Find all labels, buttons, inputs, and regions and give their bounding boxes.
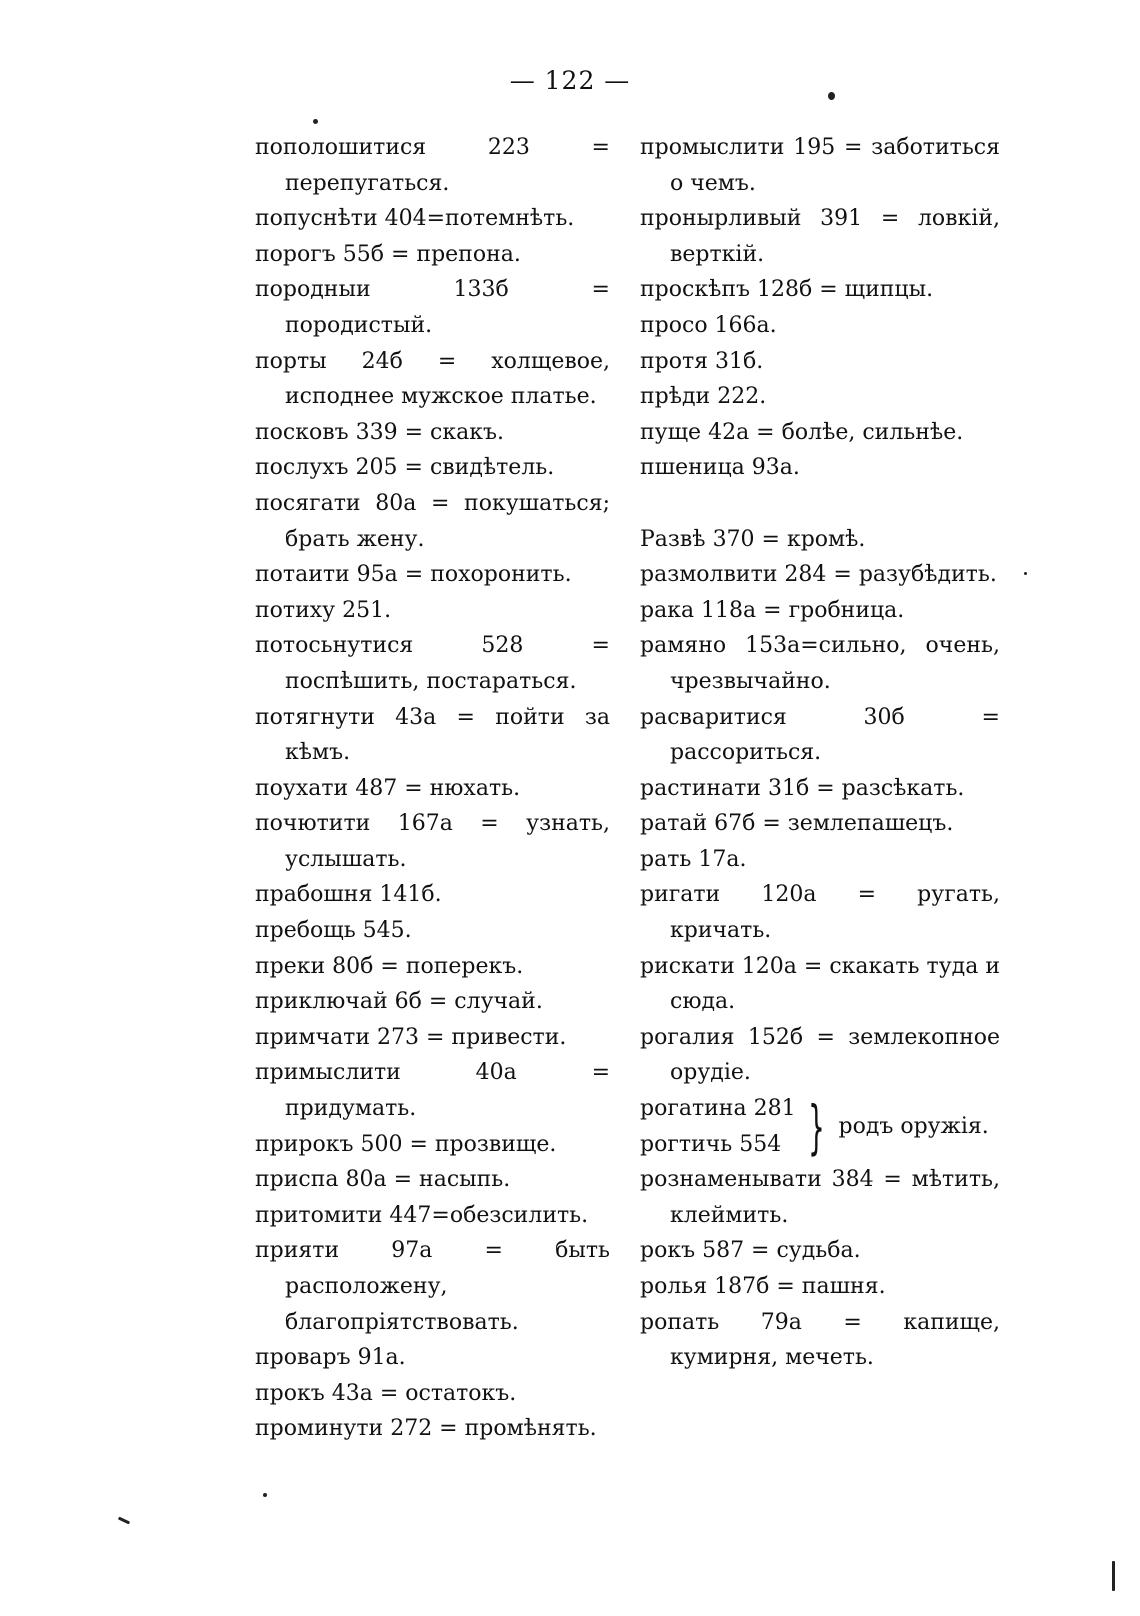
dictionary-entry: протя 31б.: [640, 348, 764, 374]
dictionary-entry: пуще 42а = болѣе, сильнѣе.: [640, 419, 964, 445]
dictionary-entry: пшеница 93а.: [640, 455, 800, 481]
scan-speck: [1024, 572, 1027, 575]
dictionary-entry: промыслити 195 = заботиться о чемъ.: [640, 135, 1000, 196]
dictionary-entry: потягнути 43а = пойти за кѣмъ.: [255, 704, 610, 766]
dictionary-entry: проминути 272 = промѣнять.: [255, 1416, 597, 1442]
dictionary-entry: посягати 80а = покушаться; брать жену.: [255, 490, 610, 552]
scan-speck: [263, 1493, 267, 1497]
left-column: [255, 130, 610, 1447]
dictionary-entry: растинати 31б = разсѣкать.: [640, 775, 965, 801]
dictionary-entry: рискати 120а = скакать туда и сюда.: [640, 953, 1000, 1015]
dictionary-entry: приключай 6б = случай.: [255, 989, 543, 1015]
dictionary-entry: приспа 80а = насыпь.: [255, 1167, 511, 1193]
dictionary-entry: примчати 273 = привести.: [255, 1024, 567, 1050]
dictionary-entry: ригати 120а = ругать, кричать.: [640, 882, 1000, 944]
dictionary-entry: ропать 79а = капище, кумирня, мечеть.: [640, 1309, 1000, 1371]
bracketed-headword: рогатина 281: [640, 1096, 796, 1122]
dictionary-entry: посковъ 339 = скакъ.: [255, 419, 504, 445]
dictionary-entry: ролья 187б = пашня.: [640, 1274, 886, 1299]
dictionary-entry: прирокъ 500 = прозвище.: [255, 1131, 557, 1157]
dictionary-entry: потиху 251.: [255, 597, 392, 623]
dictionary-entry: порогъ 55б = препона.: [255, 241, 521, 267]
dictionary-entry: просо 166а.: [640, 312, 777, 338]
scan-speck: [313, 119, 318, 124]
dictionary-entry: прабошня 141б.: [255, 882, 442, 908]
dictionary-entry: породныи 133б = породистый.: [255, 277, 610, 338]
dictionary-entry: прокъ 43а = остатокъ.: [255, 1380, 517, 1406]
dictionary-entry: примыслити 40а = придумать.: [255, 1060, 610, 1122]
dictionary-entry: расваритися 30б = рассориться.: [640, 704, 1000, 766]
curly-brace-icon: }: [807, 1092, 825, 1161]
bracketed-definition: родъ оружія.: [838, 1113, 989, 1139]
scan-speck: [828, 92, 835, 100]
dictionary-entry: притомити 447=обезсилить.: [255, 1202, 589, 1228]
dictionary-entry: размолвити 284 = разубѣдить.: [640, 562, 997, 588]
dictionary-entry: попуснѣти 404=потемнѣть.: [255, 206, 575, 232]
dictionary-entry: почютити 167а = узнать, услышать.: [255, 811, 610, 872]
dictionary-entry: поухати 487 = нюхать.: [255, 775, 521, 801]
dictionary-entry: потосьнутися 528 = поспѣшить, постараться.: [255, 633, 610, 694]
scan-speck: [118, 1517, 130, 1525]
dictionary-entry: преки 80б = поперекъ.: [255, 953, 524, 979]
dictionary-entry: рокъ 587 = судьба.: [640, 1238, 861, 1264]
dictionary-entry: проваръ 91а.: [255, 1345, 406, 1371]
dictionary-entry: порты 24б = холщевое, исподнее мужское платье.: [255, 348, 610, 410]
dictionary-entry: проскѣпъ 128б = щипцы.: [640, 277, 934, 303]
dictionary-entry: пополошитися 223 = перепугаться.: [255, 135, 610, 196]
page-number: — 122 —: [509, 66, 631, 95]
dictionary-entry: рамяно 153а=сильно, очень, чрезвычайно.: [640, 633, 1000, 694]
dictionary-entry: прияти 97а = быть расположену, благопріятствовать.: [255, 1238, 610, 1335]
bracketed-headword: рогтичь 554: [640, 1131, 782, 1157]
dictionary-entry: рознаменывати 384 = мѣтить, клеймить.: [640, 1167, 1000, 1228]
dictionary-entry: рать 17а.: [640, 846, 747, 872]
right-column: [640, 130, 1000, 1376]
bracketed-headwords: [640, 1091, 796, 1162]
bracketed-entry: [640, 1091, 1000, 1162]
dictionary-entry: послухъ 205 = свидѣтель.: [255, 455, 555, 481]
dictionary-entry: рака 118а = гробница.: [640, 597, 905, 623]
dictionary-entry: пребощь 545.: [255, 918, 412, 944]
dictionary-entry: потаити 95а = похоронить.: [255, 562, 572, 588]
dictionary-entry: ратай 67б = землепашецъ.: [640, 811, 954, 837]
dictionary-entry: Развѣ 370 = кромѣ.: [640, 526, 866, 552]
dictionary-entry: рогалия 152б = землекопное орудіе.: [640, 1024, 1000, 1086]
dictionary-entry: пронырливый 391 = ловкій, верткій.: [640, 206, 1000, 267]
section-gap: [640, 486, 1000, 522]
dictionary-entry: прѣди 222.: [640, 384, 767, 410]
scan-speck: [1112, 1561, 1115, 1591]
